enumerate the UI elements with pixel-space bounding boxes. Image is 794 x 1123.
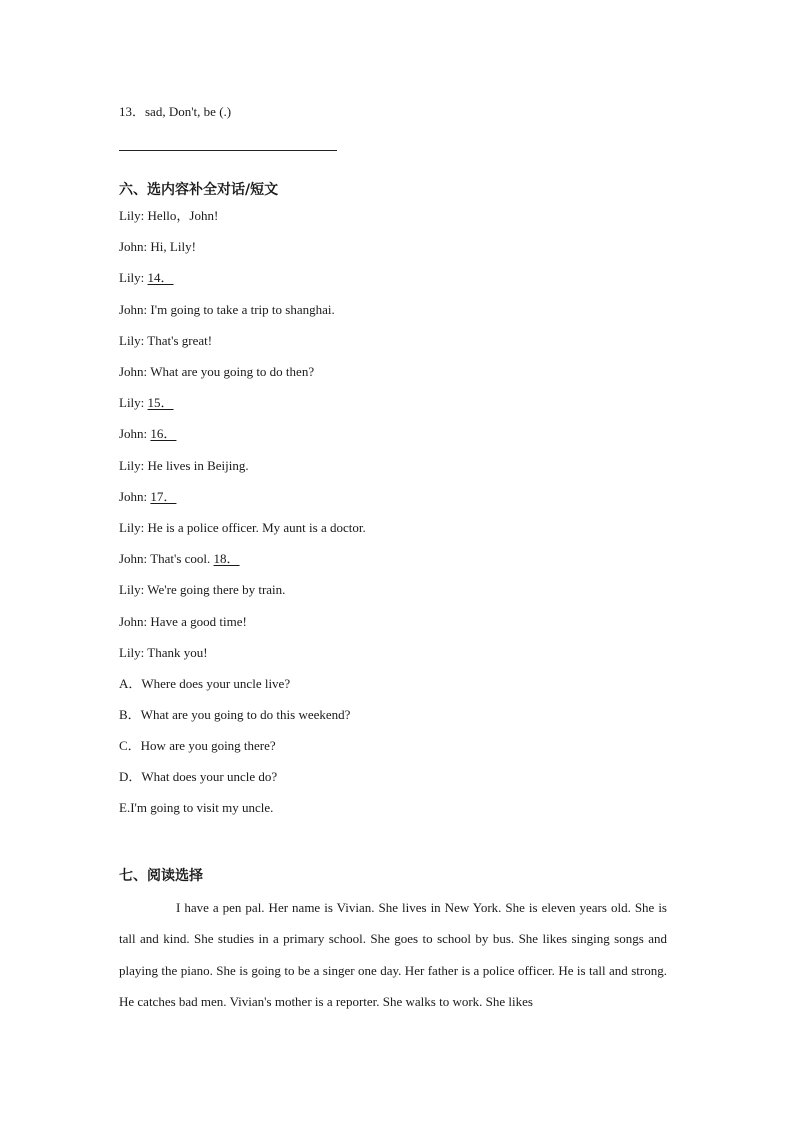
dialogue-line: [119, 458, 249, 474]
speaker-label: John:: [119, 364, 148, 379]
dialogue-line: [119, 426, 180, 442]
dialogue-text: That's cool.: [150, 551, 211, 567]
dialogue-line: [119, 364, 314, 380]
blank-number: 14．: [147, 270, 174, 286]
blank-number: 16．: [150, 426, 177, 442]
speaker-label: Lily:: [119, 520, 145, 535]
option-item: E.I'm going to visit my uncle.: [119, 800, 274, 816]
speaker-label: Lily:: [119, 208, 145, 223]
dialogue-line: [119, 614, 247, 630]
speaker-label: Lily:: [119, 395, 145, 411]
blank-number: 17．: [150, 488, 177, 504]
option-item: C．How are you going there?: [119, 738, 276, 754]
dialogue-line: [119, 395, 178, 411]
answer-line: [119, 150, 337, 151]
dialogue-line: [119, 582, 285, 598]
speaker-label: Lily:: [119, 332, 145, 348]
speaker-label: John:: [119, 488, 148, 504]
question-13: 13．sad, Don't, be (.): [119, 104, 232, 119]
speaker-label: John:: [119, 613, 148, 629]
dialogue-text: I'm going to take a trip to shanghai.: [150, 301, 335, 317]
dialogue-line: [119, 270, 178, 286]
speaker-label: John:: [119, 239, 148, 255]
dialogue-text: He lives in Beijing.: [147, 457, 249, 473]
blank-number: 15．: [147, 395, 174, 411]
dialogue-line: [119, 208, 218, 224]
section-7-heading: 七、阅读选择: [119, 868, 203, 884]
option-item: A．Where does your uncle live?: [119, 676, 291, 691]
dialogue-line: [119, 489, 180, 505]
option-item: B．What are you going to do this weekend?: [119, 707, 351, 723]
dialogue-line: [119, 520, 366, 536]
reading-passage: I have a pen pal. Her name is Vivian. She lives in New York. She is eleven years old. She is tall and kind. She studies in a primary school. She goes to school by bus. She likes singing songs and playing the piano. She is going to be a singer one day. Her father is a police officer. He is tall and strong. He catches bad men. Vivian's mother is a reporter. She walks to work. She likes: [119, 900, 667, 1009]
dialogue-line: [119, 239, 196, 255]
dialogue-line: [119, 333, 212, 349]
blank-number: 18．: [213, 551, 240, 567]
dialogue-text: He is a police officer. My aunt is a doctor.: [147, 520, 366, 535]
speaker-label: John:: [119, 551, 148, 567]
dialogue-text: That's great!: [147, 332, 213, 348]
speaker-label: John:: [119, 426, 148, 442]
dialogue-line: [119, 302, 335, 318]
dialogue-line: [119, 645, 208, 661]
dialogue-text: Thank you!: [147, 644, 208, 660]
section-6-heading: 六、选内容补全对话/短文: [119, 182, 279, 198]
dialogue-text: We're going there by train.: [147, 582, 286, 598]
dialogue-text: What are you going to do then?: [150, 364, 315, 379]
dialogue-text: Hello，John!: [147, 208, 219, 223]
option-item: D．What does your uncle do?: [119, 769, 278, 785]
speaker-label: Lily:: [119, 582, 145, 598]
dialogue-text: Hi, Lily!: [150, 239, 196, 255]
dialogue-line: [119, 551, 244, 567]
dialogue-text: Have a good time!: [150, 613, 247, 629]
speaker-label: Lily:: [119, 457, 145, 473]
speaker-label: John:: [119, 301, 148, 317]
speaker-label: Lily:: [119, 270, 145, 286]
speaker-label: Lily:: [119, 644, 145, 660]
